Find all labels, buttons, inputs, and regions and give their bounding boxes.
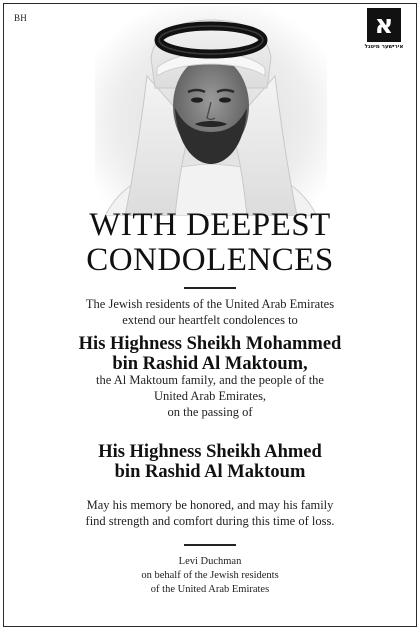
deceased-name xyxy=(0,442,420,482)
publication-logo xyxy=(358,8,410,50)
portrait-photo xyxy=(95,6,327,216)
deceased-line-2: bin Rashid Al Maktoum xyxy=(114,462,306,482)
headline-line-1: WITH DEEPEST xyxy=(89,207,331,243)
closing-line-1: May his memory be honored, and may his family xyxy=(86,498,334,512)
headline-line-2: CONDOLENCES xyxy=(86,242,334,278)
deceased-line-1: His Highness Sheikh Ahmed xyxy=(98,442,322,462)
intro-text xyxy=(0,296,420,328)
signature-line-3: of the United Arab Emirates xyxy=(150,584,270,595)
middle-text xyxy=(0,372,420,420)
signature-block xyxy=(0,555,420,597)
divider-bottom xyxy=(184,544,236,546)
middle-line-1: the Al Maktoum family, and the people of the xyxy=(96,373,324,387)
intro-line-1: The Jewish residents of the United Arab Emirates xyxy=(85,297,335,311)
recipient-name xyxy=(0,334,420,374)
signature-line-2: on behalf of the Jewish residents xyxy=(141,570,279,581)
aleph-logo-icon xyxy=(367,8,401,42)
recipient-line-2: bin Rashid Al Maktoum, xyxy=(112,354,308,374)
recipient-line-1: His Highness Sheikh Mohammed xyxy=(78,334,342,354)
signature-name: Levi Duchman xyxy=(178,556,242,567)
logo-glyph: א xyxy=(374,10,394,40)
portrait-illustration xyxy=(95,6,327,216)
divider-top xyxy=(184,287,236,289)
closing-line-2: find strength and comfort during this time of loss. xyxy=(85,514,335,528)
middle-line-2: United Arab Emirates, xyxy=(153,389,267,403)
logo-caption: אירישער מיטגל xyxy=(364,44,404,50)
bh-corner-mark: BH xyxy=(14,13,28,23)
closing-text xyxy=(0,497,420,529)
headline xyxy=(0,208,420,278)
middle-line-3: on the passing of xyxy=(167,405,253,419)
intro-line-2: extend our heartfelt condolences to xyxy=(122,313,298,327)
